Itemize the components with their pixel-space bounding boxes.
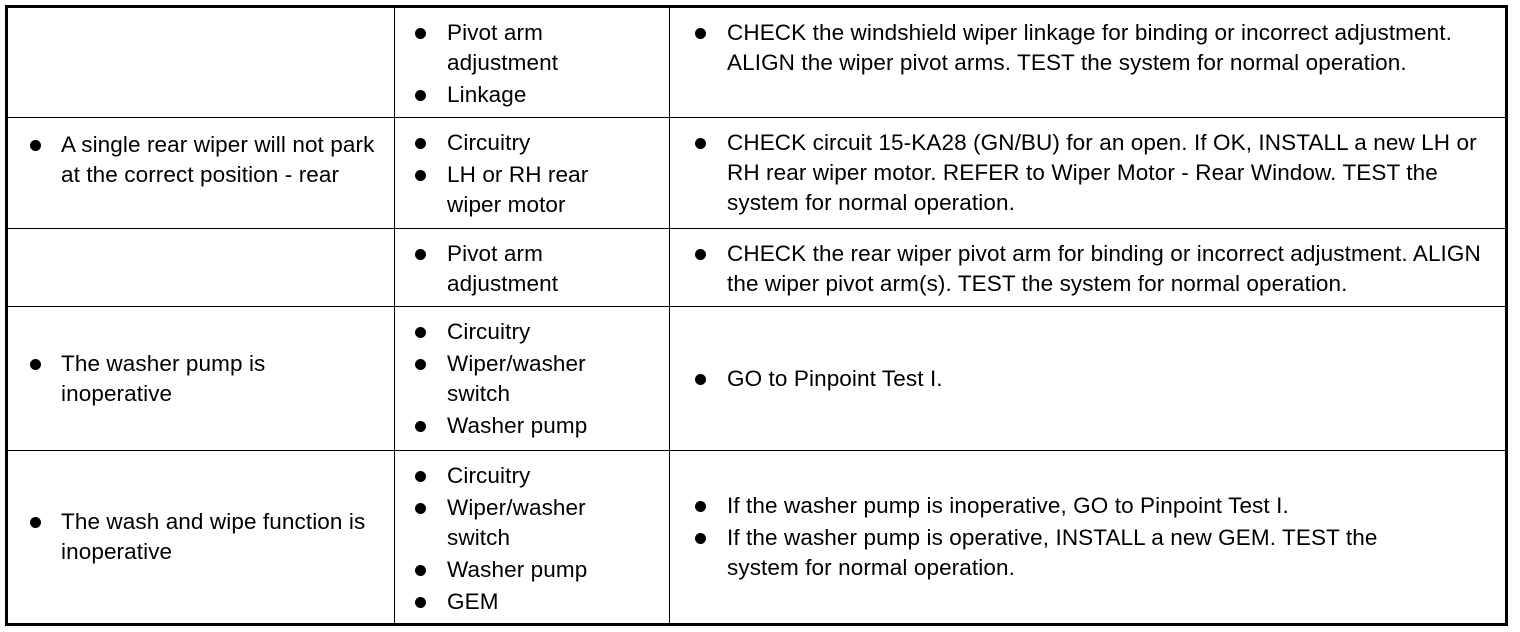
list-item bbox=[415, 18, 663, 78]
source-text: Circuitry bbox=[447, 319, 531, 344]
list-item bbox=[415, 411, 663, 441]
source-text: Circuitry bbox=[447, 130, 531, 155]
bullet-icon bbox=[695, 501, 706, 512]
bullet-icon bbox=[695, 249, 706, 260]
bullet-icon bbox=[415, 327, 426, 338]
source-text: LH or RH rear wiper motor bbox=[447, 162, 589, 217]
list-item bbox=[695, 523, 1497, 583]
action-cell bbox=[670, 307, 1505, 451]
condition-text: A single rear wiper will not park at the correct position - rear bbox=[61, 132, 375, 187]
list-item bbox=[415, 128, 663, 158]
source-cell bbox=[395, 229, 670, 307]
bullet-icon bbox=[415, 597, 426, 608]
list-item bbox=[415, 493, 663, 553]
bullet-icon bbox=[415, 170, 426, 181]
action-text: CHECK the windshield wiper linkage for binding or incorrect adjustment. ALIGN the wiper pivot arms. TEST the system for normal operation. bbox=[727, 20, 1452, 75]
action-cell bbox=[670, 8, 1505, 118]
list-item bbox=[415, 555, 663, 585]
list-item bbox=[415, 160, 663, 220]
source-text: Pivot arm adjustment bbox=[447, 20, 559, 75]
bullet-icon bbox=[415, 28, 426, 39]
source-text: Pivot arm adjustment bbox=[447, 241, 559, 296]
bullet-icon bbox=[695, 138, 706, 149]
condition-cell bbox=[8, 451, 395, 623]
bullet-icon bbox=[415, 503, 426, 514]
bullet-icon bbox=[415, 90, 426, 101]
source-text: Washer pump bbox=[447, 413, 588, 438]
source-text: Wiper/washer switch bbox=[447, 351, 586, 406]
list-item bbox=[695, 239, 1497, 299]
bullet-icon bbox=[415, 359, 426, 370]
bullet-icon bbox=[695, 374, 706, 385]
source-cell bbox=[395, 118, 670, 229]
bullet-icon bbox=[30, 359, 41, 370]
list-item bbox=[415, 80, 663, 110]
source-text: Wiper/washer switch bbox=[447, 495, 586, 550]
source-cell bbox=[395, 451, 670, 623]
bullet-icon bbox=[415, 471, 426, 482]
action-text: CHECK the rear wiper pivot arm for binding or incorrect adjustment. ALIGN the wiper pivot arm(s). TEST the system for normal operation. bbox=[727, 241, 1481, 296]
action-text: If the washer pump is inoperative, GO to Pinpoint Test I. bbox=[727, 493, 1289, 518]
list-item bbox=[415, 239, 663, 299]
list-item bbox=[415, 349, 663, 409]
source-text: Circuitry bbox=[447, 463, 531, 488]
diagnostic-table bbox=[5, 5, 1508, 626]
condition-text: The washer pump is inoperative bbox=[61, 350, 266, 406]
bullet-icon bbox=[415, 565, 426, 576]
bullet-icon bbox=[415, 421, 426, 432]
action-text: CHECK circuit 15-KA28 (GN/BU) for an open. If OK, INSTALL a new LH or RH rear wiper motor. REFER to Wiper Motor - Rear Window. TEST the system for normal operation. bbox=[727, 130, 1477, 215]
list-item bbox=[30, 349, 384, 409]
source-text: GEM bbox=[447, 589, 499, 614]
condition-cell bbox=[8, 229, 395, 307]
bullet-icon bbox=[695, 533, 706, 544]
action-text: GO to Pinpoint Test I. bbox=[727, 365, 943, 391]
list-item bbox=[415, 587, 663, 617]
list-item bbox=[695, 491, 1497, 521]
list-item bbox=[695, 18, 1497, 78]
condition-cell bbox=[8, 307, 395, 451]
bullet-icon bbox=[30, 140, 41, 151]
list-item bbox=[30, 130, 384, 190]
bullet-icon bbox=[695, 28, 706, 39]
action-text: If the washer pump is operative, INSTALL a new GEM. TEST the system for normal operation. bbox=[727, 525, 1378, 580]
action-cell bbox=[670, 118, 1505, 229]
source-cell bbox=[395, 307, 670, 451]
source-text: Washer pump bbox=[447, 557, 588, 582]
action-cell bbox=[670, 229, 1505, 307]
source-cell bbox=[395, 8, 670, 118]
condition-cell bbox=[8, 118, 395, 229]
list-item bbox=[415, 317, 663, 347]
condition-cell bbox=[8, 8, 395, 118]
bullet-icon bbox=[30, 517, 41, 528]
bullet-icon bbox=[415, 138, 426, 149]
list-item bbox=[695, 128, 1497, 218]
list-item bbox=[30, 507, 384, 567]
bullet-icon bbox=[415, 249, 426, 260]
list-item bbox=[695, 364, 1497, 394]
condition-text: The wash and wipe function is inoperative bbox=[61, 509, 366, 564]
list-item bbox=[415, 461, 663, 491]
action-cell bbox=[670, 451, 1505, 623]
source-text: Linkage bbox=[447, 82, 527, 107]
